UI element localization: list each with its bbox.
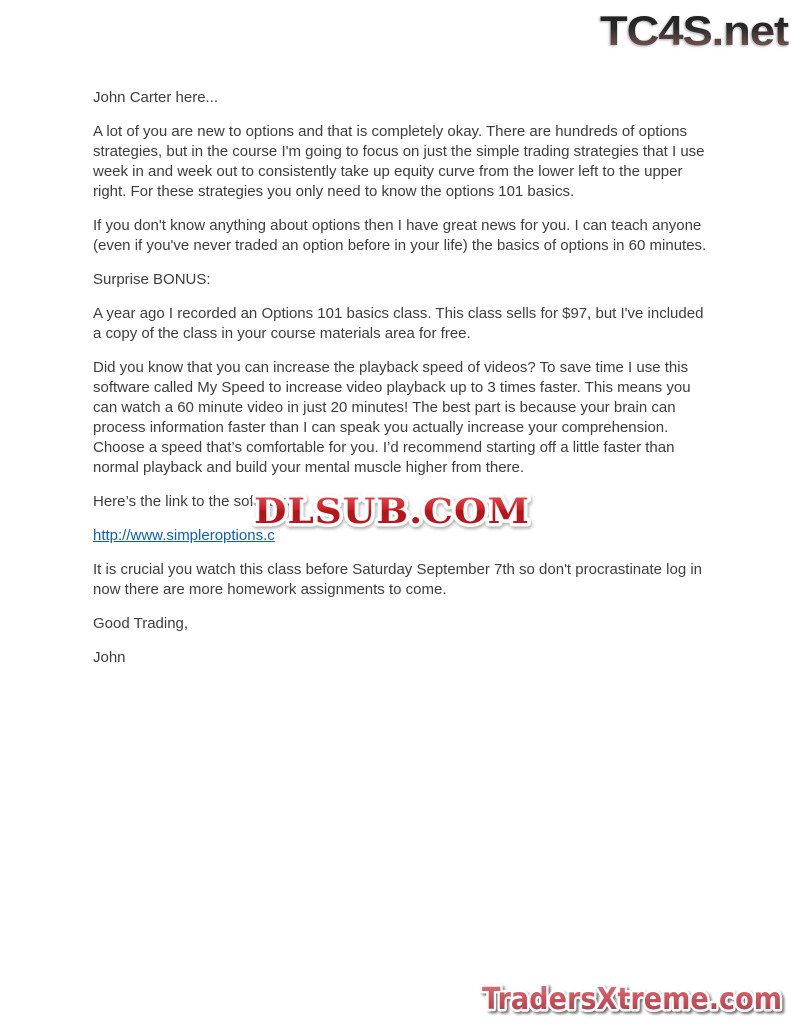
tc4s-logo	[596, 4, 791, 56]
dlsub-watermark-text: DLSUB.COM	[254, 491, 530, 532]
surprise-bonus-heading: Surprise BONUS:	[93, 271, 211, 288]
paragraph-bonus-detail: A year ago I recorded an Options 101 basics class. This class sells for $97, but I've included a copy of the class in your course materials area for free.	[93, 305, 704, 342]
tc4s-logo-text: TC4S.net	[600, 7, 790, 54]
tradersxtreme-logo-text: TradersXtreme.com	[482, 982, 782, 1017]
paragraph-great-news: If you don't know anything about options then I have great news for you. I can teach anyone (even if you've never traded an option before in your life) the basics of options in 60 minutes.	[93, 217, 707, 254]
letter-body	[93, 88, 707, 682]
paragraph-deadline: It is crucial you watch this class before Saturday September 7th so don't procrastinate log in now there are more homework assignments to come.	[93, 561, 703, 598]
signature: John	[93, 649, 126, 666]
link-intro: Here’s the link to the software:	[93, 493, 295, 510]
software-link-line	[93, 526, 707, 546]
software-link[interactable]: http://www.simpleroptions.c	[93, 527, 275, 544]
closing: Good Trading,	[93, 615, 189, 632]
paragraph-options-intro: A lot of you are new to options and that is completely okay. There are hundreds of options strategies, but in the course I'm going to focus on just the simple trading strategies that I use week in and week out to consistently take up equity curve from the lower left to the upper right. For these strategies you only need to know the options 101 basics.	[93, 123, 705, 200]
greeting: John Carter here...	[93, 89, 219, 106]
paragraph-myspeed: Did you know that you can increase the playback speed of videos? To save time I use this software called My Speed to increase video playback up to 3 times faster. This means you can watch a 60 minute video in just 20 minutes! The best part is because your brain can process information faster than I can speak you actually increase your comprehension. Choose a speed that’s comfortable for you. I’d recommend starting off a little faster than normal playback and build your mental muscle higher from there.	[93, 359, 691, 476]
tradersxtreme-logo	[474, 978, 790, 1020]
